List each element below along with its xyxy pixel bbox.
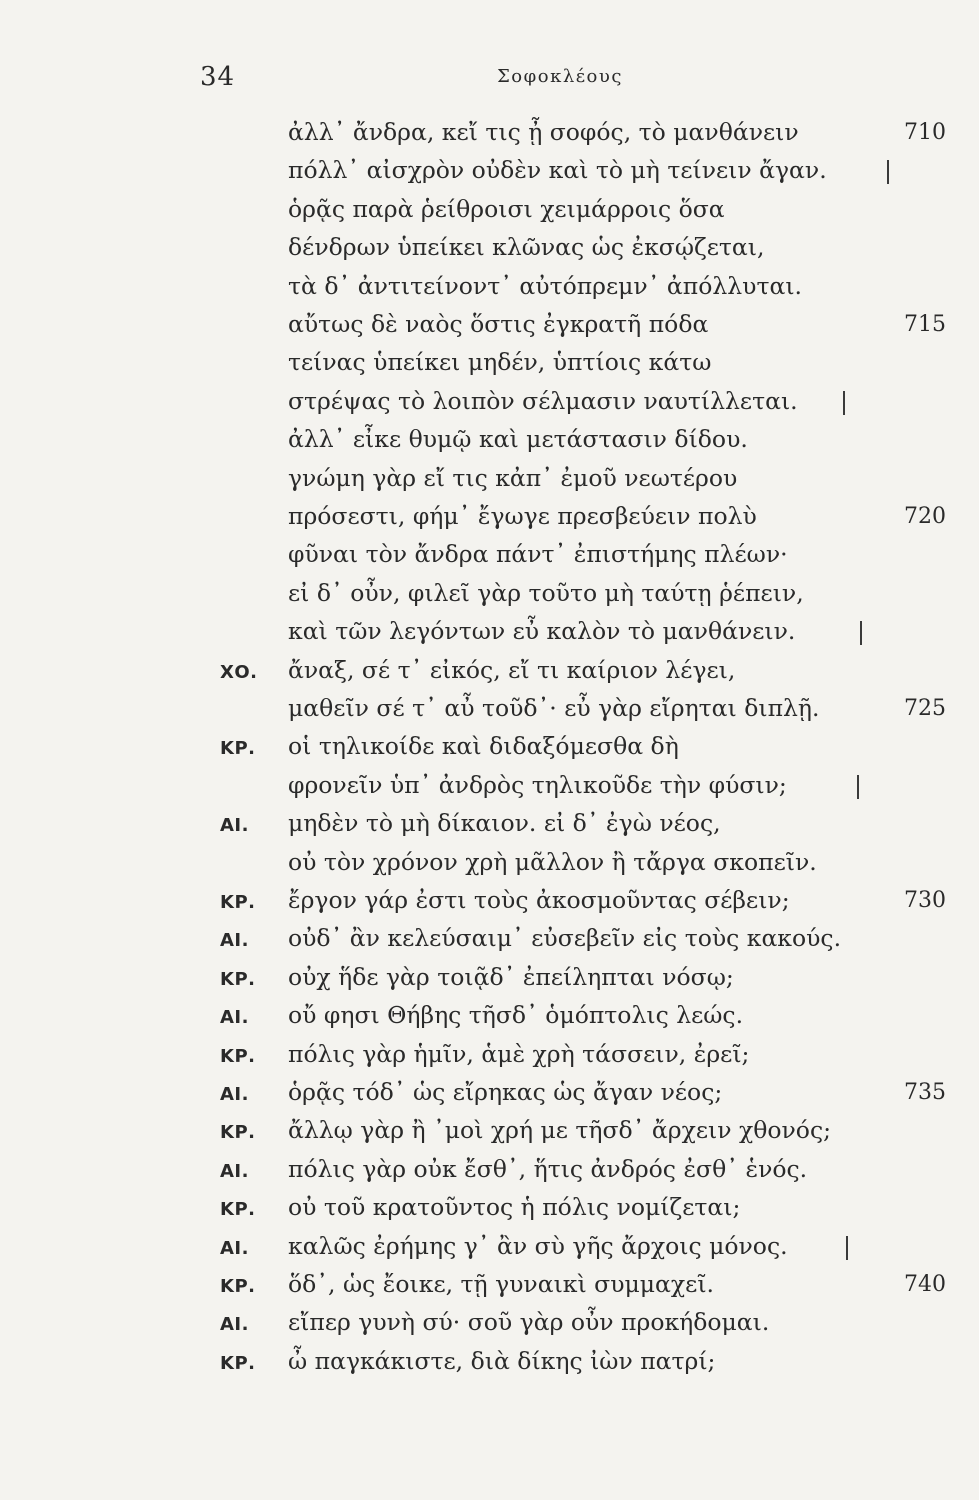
verse-text: οὔ φησι Θήβης τῆσδ᾽ ὁμόπτολις λεώς.: [288, 1001, 744, 1030]
verse-text: ἄναξ, σέ τ᾽ εἰκός, εἴ τι καίριον λέγει,: [288, 655, 736, 684]
verse-line: [0, 1347, 979, 1383]
speaker-label: ΑΙ.: [220, 1237, 249, 1259]
verse-line: [0, 233, 979, 269]
speaker-label: ΑΙ.: [220, 1314, 249, 1336]
running-head: Σοφοκλέους: [497, 66, 623, 87]
verse-text: δένδρων ὑπείκει κλῶνας ὡς ἐκσῴζεται,: [288, 233, 765, 262]
verse-text: στρέψας τὸ λοιπὸν σέλμασιν ναυτίλλεται.: [288, 386, 798, 415]
verse-text: πόλις γὰρ ἡμῖν, ἁμὲ χρὴ τάσσειν, ἐρεῖ;: [288, 1039, 750, 1068]
stichic-separator-mark: [857, 775, 859, 799]
verse-line: [0, 310, 979, 346]
speaker-label: ΚΡ.: [220, 1199, 256, 1221]
verse-text: ὁρᾷς παρὰ ῥείθροισι χειμάρροις ὅσα: [288, 194, 725, 223]
speaker-label: ΚΡ.: [220, 738, 256, 760]
verse-text: οὐδ᾽ ἂν κελεύσαιμ᾽ εὐσεβεῖν εἰς τοὺς κακούς.: [288, 924, 842, 953]
line-number: 725: [904, 696, 946, 721]
stichic-separator-mark: [843, 391, 845, 415]
speaker-label: ΑΙ.: [220, 1007, 249, 1029]
verse-text: φρονεῖν ὑπ᾽ ἀνδρὸς τηλικοῦδε τὴν φύσιν;: [288, 770, 787, 799]
verse-text: πόλις γὰρ οὐκ ἔσθ᾽, ἥτις ἀνδρός ἐσθ᾽ ἑνός.: [288, 1154, 808, 1183]
verse-text: καλῶς ἐρήμης γ᾽ ἂν σὺ γῆς ἄρχοις μόνος.: [288, 1231, 788, 1260]
speaker-label: ΑΙ.: [220, 1160, 249, 1182]
verse-text: μαθεῖν σέ τ᾽ αὖ τοῦδ᾽· εὖ γὰρ εἴρηται διπλῇ.: [288, 694, 820, 722]
line-number: 735: [904, 1080, 946, 1105]
verse-line: [0, 1155, 979, 1191]
verse-text: ἄλλῳ γὰρ ἢ ᾽μοὶ χρή με τῆσδ᾽ ἄρχειν χθονός;: [288, 1116, 832, 1145]
line-number: 720: [904, 504, 946, 529]
verse-text: ἀλλ᾽ ἄνδρα, κεἴ τις ᾖ σοφός, τὸ μανθάνειν: [288, 118, 799, 146]
verse-line: [0, 156, 979, 192]
verse-line: [0, 1001, 979, 1037]
verse-line: [0, 617, 979, 653]
verse-line: [0, 502, 979, 538]
verse-text: ἀλλ᾽ εἶκε θυμῷ καὶ μετάστασιν δίδου.: [288, 425, 748, 454]
speaker-label: ΚΡ.: [220, 1276, 256, 1297]
speaker-label: ΚΡ.: [220, 1352, 256, 1374]
speaker-label: ΑΙ.: [220, 930, 249, 952]
stichic-separator-mark: [860, 621, 862, 645]
verse-text: εἴπερ γυνὴ σύ· σοῦ γὰρ οὖν προκήδομαι.: [288, 1308, 770, 1337]
line-number: 740: [904, 1272, 946, 1297]
verse-line: [0, 656, 979, 692]
verse-line: [0, 732, 979, 768]
verse-line: [0, 924, 979, 960]
verse-text: αὔτως δὲ ναὸς ὅστις ἐγκρατῆ πόδα: [288, 310, 709, 338]
verse-line: [0, 464, 979, 500]
speaker-label: ΚΡ.: [220, 968, 256, 990]
speaker-label: ΚΡ.: [220, 1045, 256, 1067]
verse-text: γνώμη γὰρ εἴ τις κἀπ᾽ ἐμοῦ νεωτέρου: [288, 463, 738, 492]
verse-text: οὐχ ἥδε γὰρ τοιᾷδ᾽ ἐπείληπται νόσῳ;: [288, 962, 734, 991]
verse-line: [0, 579, 979, 615]
verse-text: ὁρᾷς τόδ᾽ ὡς εἴρηκας ὡς ἄγαν νέος;: [288, 1078, 723, 1106]
verse-line: [0, 1040, 979, 1076]
verse-text: ὦ παγκάκιστε, διὰ δίκης ἰὼν πατρί;: [288, 1346, 716, 1375]
verse-text: μηδὲν τὸ μὴ δίκαιον. εἰ δ᾽ ἐγὼ νέος,: [288, 809, 721, 838]
speaker-label: ΑΙ.: [220, 815, 249, 837]
verse-text: οὐ τοῦ κρατοῦντος ἡ πόλις νομίζεται;: [288, 1193, 741, 1222]
verse-line: [0, 1232, 979, 1268]
verse-line: [0, 886, 979, 922]
speaker-label: ΚΡ.: [220, 1122, 256, 1144]
line-number: 715: [904, 312, 946, 337]
verse-text: οἱ τηλικοίδε καὶ διδαξόμεσθα δὴ: [288, 732, 679, 761]
verse-line: [0, 348, 979, 384]
verse-line: [0, 1270, 979, 1306]
verse-text: ἔργον γάρ ἐστι τοὺς ἀκοσμοῦντας σέβειν;: [288, 886, 790, 914]
verse-text: πόλλ᾽ αἰσχρὸν οὐδὲν καὶ τὸ μὴ τείνειν ἄγαν.: [288, 156, 827, 185]
verse-line: [0, 1308, 979, 1344]
line-number: 710: [904, 120, 946, 145]
verse-line: [0, 848, 979, 884]
verse-line: [0, 694, 979, 730]
verse-line: [0, 272, 979, 308]
verse-text: τὰ δ᾽ ἀντιτείνοντ᾽ αὐτόπρεμν᾽ ἀπόλλυται.: [288, 271, 803, 300]
verse-line: [0, 963, 979, 999]
verse-line: [0, 195, 979, 231]
line-number: 730: [904, 888, 946, 913]
verse-line: [0, 387, 979, 423]
stichic-separator-mark: [887, 160, 889, 184]
verse-text: τείνας ὑπείκει μηδέν, ὑπτίοις κάτω: [288, 348, 712, 377]
verse-line: [0, 771, 979, 807]
verse-text: οὐ τὸν χρόνον χρὴ μᾶλλον ἢ τἄργα σκοπεῖν.: [288, 847, 817, 876]
speaker-label: ΧΟ.: [220, 661, 258, 683]
verse-text: ὅδ᾽, ὡς ἔοικε, τῇ γυναικὶ συμμαχεῖ.: [288, 1270, 715, 1298]
verse-line: [0, 425, 979, 461]
verse-line: [0, 1078, 979, 1114]
verse-line: [0, 540, 979, 576]
verse-text: πρόσεστι, φήμ᾽ ἔγωγε πρεσβεύειν πολὺ: [288, 502, 757, 530]
speaker-label: ΚΡ.: [220, 892, 256, 913]
verse-line: [0, 118, 979, 154]
speaker-label: ΑΙ.: [220, 1084, 249, 1105]
stichic-separator-mark: [846, 1236, 848, 1260]
verse-line: [0, 1193, 979, 1229]
verse-text: εἰ δ᾽ οὖν, φιλεῖ γὰρ τοῦτο μὴ ταύτῃ ῥέπειν,: [288, 578, 804, 607]
verse-text: φῦναι τὸν ἄνδρα πάντ᾽ ἐπιστήμης πλέων·: [288, 540, 788, 569]
verse-line: [0, 809, 979, 845]
verse-line: [0, 1116, 979, 1152]
verse-text: καὶ τῶν λεγόντων εὖ καλὸν τὸ μανθάνειν.: [288, 617, 796, 646]
page-number: 34: [200, 62, 236, 92]
